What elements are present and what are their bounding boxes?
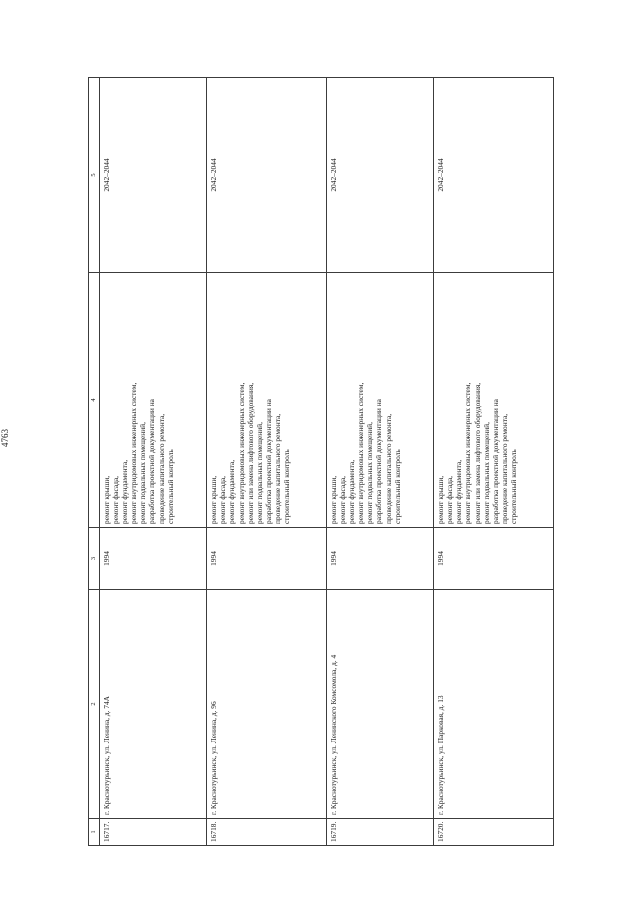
work-item: ремонт или замена лифтового оборудования,	[245, 382, 255, 524]
work-item: ремонт внутридомовых инженерных систем,	[356, 382, 366, 524]
work-item: строительный контроль	[165, 449, 175, 524]
address-cell: г. Краснотурьинск, ул. Ленина, д. 96	[207, 590, 327, 819]
work-item: ремонт внутридомовых инженерных систем,	[129, 382, 139, 524]
column-header-3: 3	[89, 528, 100, 590]
work-item: разработка проектной документации на	[147, 399, 157, 524]
works-cell	[326, 273, 433, 528]
work-item: ремонт фундамента,	[347, 459, 357, 524]
work-item: строительный контроль	[281, 449, 291, 524]
work-item: ремонт фасада,	[111, 476, 121, 524]
row-number: 16717.	[100, 819, 207, 846]
row-number: 16718.	[207, 819, 327, 846]
work-item: разработка проектной документации на	[374, 399, 384, 524]
column-header-2: 2	[89, 590, 100, 819]
period-cell: 2042–2044	[434, 78, 554, 273]
row-number: 16719.	[326, 819, 433, 846]
work-item: проведение капитального ремонта,	[156, 413, 166, 524]
year-cell: 1994	[100, 528, 207, 590]
work-item: проведение капитального ремонта,	[383, 413, 393, 524]
work-item: ремонт внутридомовых инженерных систем,	[236, 382, 246, 524]
column-number-row	[89, 78, 100, 846]
page-number: 4763	[0, 429, 10, 447]
table-row	[100, 78, 207, 846]
work-item: разработка проектной документации на	[490, 399, 500, 524]
work-item: ремонт фасада,	[218, 476, 228, 524]
column-header-4: 4	[89, 273, 100, 528]
year-cell: 1994	[434, 528, 554, 590]
address-cell: г. Краснотурьинск, ул. Парковая, д. 13	[434, 590, 554, 819]
work-item: ремонт подвальных помещений,	[481, 422, 491, 524]
work-item: ремонт фасада,	[445, 476, 455, 524]
work-item: ремонт подвальных помещений,	[254, 422, 264, 524]
period-cell: 2042–2044	[326, 78, 433, 273]
work-item: ремонт внутридомовых инженерных систем,	[463, 382, 473, 524]
work-item: ремонт фасада,	[338, 476, 348, 524]
address-cell: г. Краснотурьинск, ул. Ленинского Комсомола, д. 4	[326, 590, 433, 819]
work-item: ремонт подвальных помещений,	[138, 422, 148, 524]
works-cell	[434, 273, 554, 528]
year-cell: 1994	[326, 528, 433, 590]
column-header-5: 5	[89, 78, 100, 273]
works-cell	[207, 273, 327, 528]
work-item: ремонт подвальных помещений,	[365, 422, 375, 524]
repair-program-table	[88, 77, 554, 846]
work-item: строительный контроль	[508, 449, 518, 524]
work-item: ремонт крыши,	[209, 475, 219, 524]
work-item: разработка проектной документации на	[263, 399, 273, 524]
work-item: проведение капитального ремонта,	[272, 413, 282, 524]
work-item: ремонт или замена лифтового оборудования,	[472, 382, 482, 524]
work-item: ремонт крыши,	[328, 475, 338, 524]
row-number: 16720.	[434, 819, 554, 846]
work-item: проведение капитального ремонта,	[499, 413, 509, 524]
rotated-table-container	[88, 78, 554, 846]
work-item: ремонт крыши,	[102, 475, 111, 524]
table-row	[434, 78, 554, 846]
period-cell: 2042–2044	[207, 78, 327, 273]
table-row	[207, 78, 327, 846]
work-item: ремонт фундамента,	[454, 459, 464, 524]
work-item: строительный контроль	[392, 449, 402, 524]
works-cell	[100, 273, 207, 528]
year-cell: 1994	[207, 528, 327, 590]
work-item: ремонт фундамента,	[120, 459, 130, 524]
period-cell: 2042–2044	[100, 78, 207, 273]
column-header-1: 1	[89, 819, 100, 846]
work-item: ремонт фундамента,	[227, 459, 237, 524]
work-item: ремонт крыши,	[436, 475, 446, 524]
table-row	[326, 78, 433, 846]
address-cell: г. Краснотурьинск, ул. Ленина, д. 74А	[100, 590, 207, 819]
